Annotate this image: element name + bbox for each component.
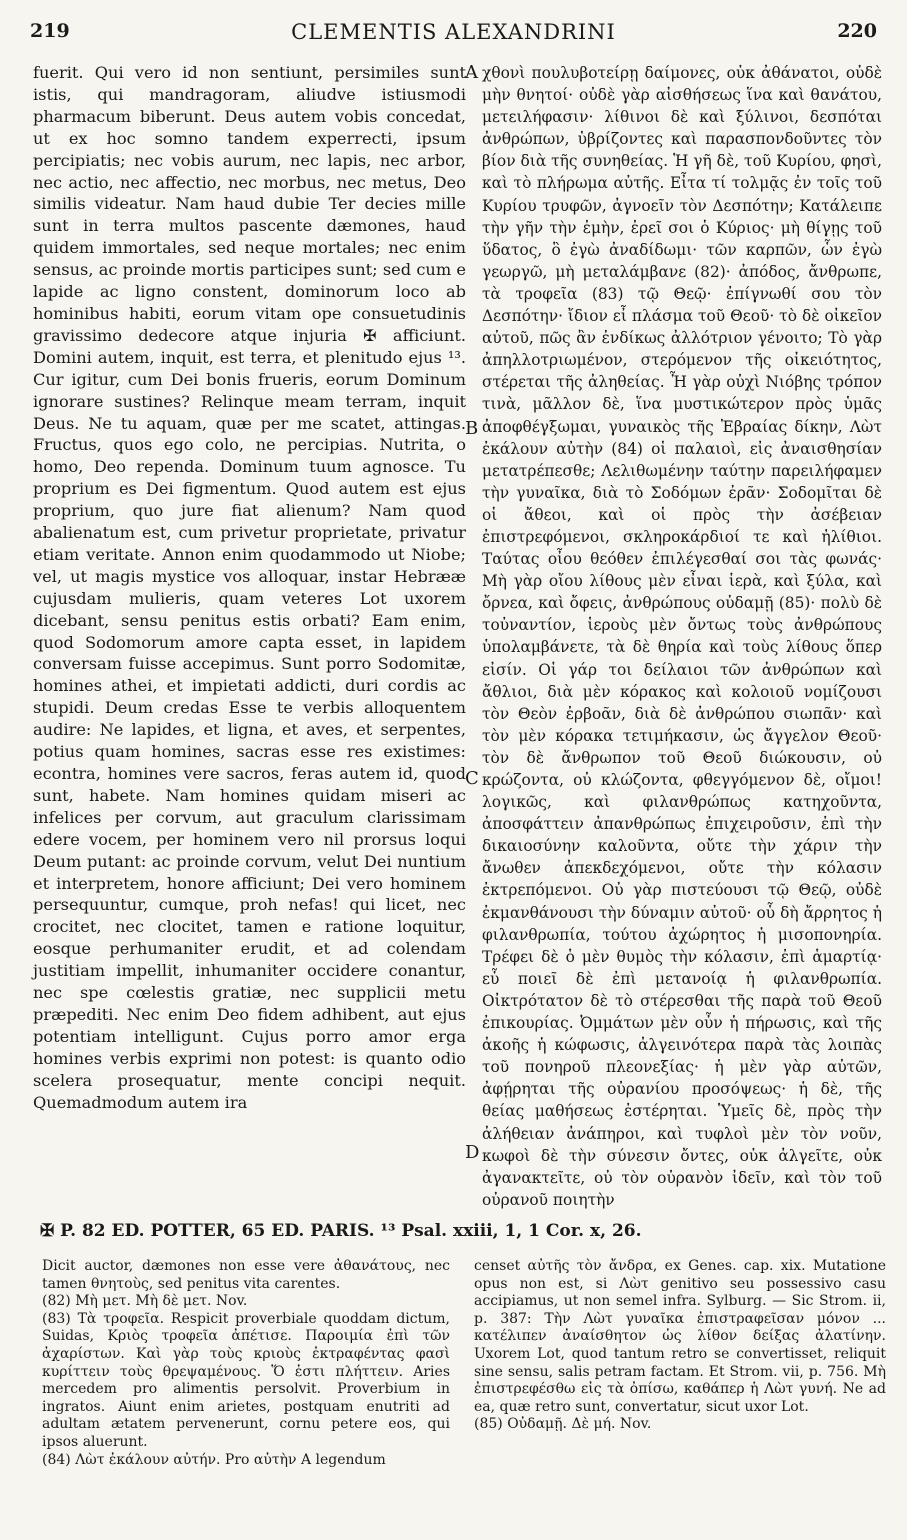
- margin-letter-d: D: [465, 1142, 480, 1163]
- greek-column: [482, 62, 882, 1211]
- latin-column: [33, 62, 466, 1114]
- page-number-left: 219: [30, 20, 70, 42]
- footnote: (82) Μὴ μετ. Μὴ δὲ μετ. Nov.: [42, 1293, 248, 1310]
- latin-text: fuerit. Qui vero id non sentiunt, persimiles sunt istis, qui mandragoram, aliudve istiusmodi pharmacum biberunt. Deus autem vobis concedat, ut ex hoc somno tandem experrecti, ipsum percipiatis; nec vobis aurum, nec lapis, nec arbor, nec actio, nec affectio, nec morbus, nec metus, Deo similis videatur. Nam haud dubie Ter decies mille sunt in terra multos pascente dæmones, haud quidem immortales, sed neque mortales; nec enim sensus, ac proinde mortis participes sunt; sed cum e lapide ac ligno constent, dominorum loco ab hominibus habiti, eorum vitam ope consuetudinis gravissimo dedecore atque injuria ✠ afficiunt. Domini autem, inquit, est terra, et plenitudo ejus ¹³. Cur igitur, cum Dei bonis frueris, eorum Dominum ignorare sustines? Relinque meam terram, inquit Deus. Ne tu aquam, quæ per me scatet, attingas. Fructus, quos ego colo, ne percipias. Nutrita, o homo, Deo rependa. Dominum tuum agnosce. Tu proprium es Dei figmentum. Quod autem est ejus proprium, quo jure fiat alienum? Nam quod abalienatum est, cum privetur proprietate, privatur etiam veritate. Annon enim quodammodo ut Niobe; vel, ut magis mystice vos alloquar, instar Hebrææ cujusdam mulieris, quam veteres Lot uxorem dicebant, sensu penitus estis orbati? Eam enim, quod Sodomorum amore capta esset, in lapidem conversam fuisse accepimus. Sunt porro Sodomitæ, homines athei, et impietati addicti, duri cordis ac stupidi. Deum credas Esse te verbis alloquentem audire: Ne lapides, et ligna, et aves, et serpentes, potius quam homines, sacras esse res existimes: econtra, homines vere sacros, feras autem id, quod sunt, habete. Nam homines quidam miseri ac infelices per corvum, aut graculum clarissimam edere vocem, per hominem vero nil prorsus loqui Deum putant: ac proinde corvum, velut Dei nuntium et interpretem, honore afficiunt; Dei vero hominem persequuntur, cumque, proh nefas! qui licet, nec crocitet, nec clocitet, tamen e ratione loquitur, eosque perhumaniter erudit, et ad colendam justitiam impellit, inhumaniter occidere conantur, nec spe cœlestis gratiæ, nec supplicii metu præpediti. Nec enim Deo fidem adhibent, aut ejus potentiam intelligunt. Cujus porro amor erga homines verbis exprimi non potest: is quanto odio scelera prosequatur, mente concipi nequit. Quemadmodum autem ira: [33, 63, 466, 1112]
- running-title: CLEMENTIS ALEXANDRINI: [291, 20, 616, 44]
- margin-letter-c: C: [465, 768, 479, 789]
- footnote: censet αὐτῆς τὸν ἄνδρα, ex Genes. cap. xix. Mutatione opus non est, si Λὼτ genitivo seu possessivo casu accipiamus, ut non semel infra. Sylburg. — Sic Strom. ii, p. 387: Τὴν Λὼτ γυναῖκα ἐπιστραφεῖσαν μόνον ... κατέλιπεν ἀναίσθητον ὡς λίθον δείξας ἀλατίνην. Uxorem Lot, quod tantum retro se convertisset, reliquit sine sensu, salis petram factam. Et Strom. vii, p. 756. Μὴ ἐπιστρεφέσθω εἰς τὰ ὀπίσω, καθάπερ ἡ Λὼτ γυνή. Ne ad ea, quæ retro sunt, convertatur, sicut uxor Lot.: [474, 1258, 886, 1415]
- edition-references: ✠ P. 82 ED. POTTER, 65 ED. PARIS. ¹³ Psal. xxiii, 1, 1 Cor. x, 26.: [40, 1221, 642, 1241]
- footnotes-right: [474, 1258, 886, 1434]
- footnote: (83) Τὰ τροφεῖα. Respicit proverbiale quoddam dictum, Suidas, Κριὸς τροφεῖα ἀπέτισε. Παροιμία ἐπὶ τῶν ἀχαρίστων. Καὶ γὰρ τοὺς κριοὺς ἐκτραφέντας φασὶ κυρίττειν τοὺς θρεψαμένους. Ὅ ἐστι πλήττειν. Aries mercedem pro alimentis persolvit. Proverbium in ingratos. Aiunt enim arietes, postquam enutriti ad adultam ætatem pervenerunt, cornu petere eos, qui ipsos aluerunt.: [42, 1310, 450, 1450]
- margin-letter-a: A: [465, 62, 478, 83]
- margin-letter-b: B: [465, 418, 479, 439]
- page-number-right: 220: [837, 20, 877, 42]
- footnotes-left: [42, 1258, 450, 1469]
- footnote: Dicit auctor, dæmones non esse vere ἀθανάτους, nec tamen θνητοὺς, sed penitus vita carentes.: [42, 1258, 450, 1292]
- footnote: (85) Οὐδαμῇ. Δὲ μή. Nov.: [474, 1416, 652, 1433]
- page-header: [30, 20, 877, 52]
- greek-text: χθονὶ πουλυβοτείρῃ δαίμονες, οὐκ ἀθάνατοι, οὐδὲ μὴν θνητοί· οὐδὲ γὰρ αἰσθήσεως ἵνα καὶ θανάτου, μετειλήφασιν· λίθινοι δὲ καὶ ξύλινοι, δεσπόται ἀνθρώπων, ὑβρίζοντες καὶ παρασπονδοῦντες τὸν βίον διὰ τῆς συνηθείας. Ἡ γῆ δὲ, τοῦ Κυρίου, φησὶ, καὶ τὸ πλήρωμα αὐτῆς. Εἶτα τί τολμᾷς ἐν τοῖς τοῦ Κυρίου τρυφῶν, ἀγνοεῖν τὸν Δεσπότην; Κατάλειπε τὴν γῆν τὴν ἐμὴν, ἐρεῖ σοι ὁ Κύριος· μὴ θίγῃς τοῦ ὕδατος, ὃ ἐγὼ ἀναδίδωμι· τῶν καρπῶν, ὧν ἐγὼ γεωργῶ, μὴ μεταλάμβανε (82)· ἀπόδος, ἄνθρωπε, τὰ τροφεῖα (83) τῷ Θεῷ· ἐπίγνωθί σου τὸν Δεσπότην· ἴδιον εἶ πλάσμα τοῦ Θεοῦ· τὸ δὲ οἰκεῖον αὐτοῦ, πῶς ἂν ἐνδίκως ἀλλότριον γένοιτο; Τὸ γὰρ ἀπηλλοτριωμένον, στερόμενον τῆς οἰκειότητος, στέρεται τῆς ἀληθείας. Ἦ γὰρ οὐχὶ Νιόβης τρόπον τινὰ, μᾶλλον δὲ, ἵνα μυστικώτερον πρὸς ὑμᾶς ἀποφθέγξωμαι, γυναικὸς τῆς Ἑβραίας δίκην, Λὼτ ἐκάλουν αὐτὴν (84) οἱ παλαιοὶ, εἰς ἀναισθησίαν μετατρέπεσθε; Λελιθωμένην ταύτην παρειλήφαμεν τὴν γυναῖκα, διὰ τὸ Σοδόμων ἐρᾶν· Σοδομῖται δὲ οἱ ἄθεοι, καὶ οἱ πρὸς τὴν ἀσέβειαν ἐπιστρεφόμενοι, σκληροκάρδιοί τε καὶ ἠλίθιοι. Ταύτας οἶου θεόθεν ἐπιλέγεσθαί σοι τὰς φωνάς· Μὴ γὰρ οἴου λίθους μὲν εἶναι ἱερὰ, καὶ ξύλα, καὶ ὄρνεα, καὶ ὄφεις, ἀνθρώπους οὐδαμῇ (85)· πολὺ δὲ τοὐναντίον, ἱεροὺς μὲν ὄντως τοὺς ἀνθρώπους ὑπολαμβάνετε, τὰ δὲ θηρία καὶ τοὺς λίθους ὅπερ εἰσίν. Οἱ γάρ τοι δείλαιοι τῶν ἀνθρώπων καὶ ἄθλιοι, διὰ μὲν κόρακος καὶ κολοιοῦ νομίζουσι τὸν Θεὸν ἐρβοᾶν, διὰ δὲ ἀνθρώπου σιωπᾶν· καὶ τὸν μὲν κόρακα τετιμήκασιν, ὡς ἄγγελον Θεοῦ· τὸν δὲ ἄνθρωπον τοῦ Θεοῦ διώκουσιν, οὐ κρώζοντα, οὐ κλώζοντα, φθεγγόμενον δὲ, οἴμοι! λογικῶς, καὶ φιλανθρώπως κατηχοῦντα, ἀποσφάττειν ἀπανθρώπως ἐπιχειροῦσιν, ἐπὶ τὴν δικαιοσύνην καλοῦντα, οὔτε τὴν χάριν τὴν ἄνωθεν ἀπεκδεχόμενοι, οὔτε τὴν κόλασιν ἐκτρεπόμενοι. Οὐ γὰρ πιστεύουσι τῷ Θεῷ, οὐδὲ ἐκμανθάνουσι τὴν δύναμιν αὐτοῦ· οὗ δὴ ἄρρητος ἡ φιλανθρωπία, τούτου ἀχώρητος ἡ μισοπονηρία. Τρέφει δὲ ὁ μὲν θυμὸς τὴν κόλασιν, ἐπὶ ἁμαρτίᾳ· εὖ ποιεῖ δὲ ἐπὶ μετανοίᾳ ἡ φιλανθρωπία. Οἰκτρότατον δὲ τὸ στέρεσθαι τῆς παρὰ τοῦ Θεοῦ ἐπικουρίας. Ὀμμάτων μὲν οὖν ἡ πήρωσις, καὶ τῆς ἀκοῆς ἡ κώφωσις, ἀλγεινότερα παρὰ τὰς λοιπὰς τοῦ πονηροῦ πλεονεξίας· ἡ μὲν γὰρ αὐτῶν, ἀφῄρηται τῆς οὐρανίου προσόψεως· ἡ δὲ, τῆς θείας μαθήσεως ἐστέρηται. Ὑμεῖς δὲ, πρὸς τὴν ἀλήθειαν ἀνάπηροι, καὶ τυφλοὶ μὲν τὸν νοῦν, κωφοὶ δὲ τὴν σύνεσιν ὄντες, οὐκ ἀλγεῖτε, οὐκ ἀγανακτεῖτε, οὐ τὸν οὐρανὸν ἰδεῖν, καὶ τὸν τοῦ οὐρανοῦ ποιητὴν: [482, 64, 882, 1209]
- footnote: (84) Λὼτ ἐκάλουν αὐτήν. Pro αὐτὴν A legendum: [42, 1451, 386, 1468]
